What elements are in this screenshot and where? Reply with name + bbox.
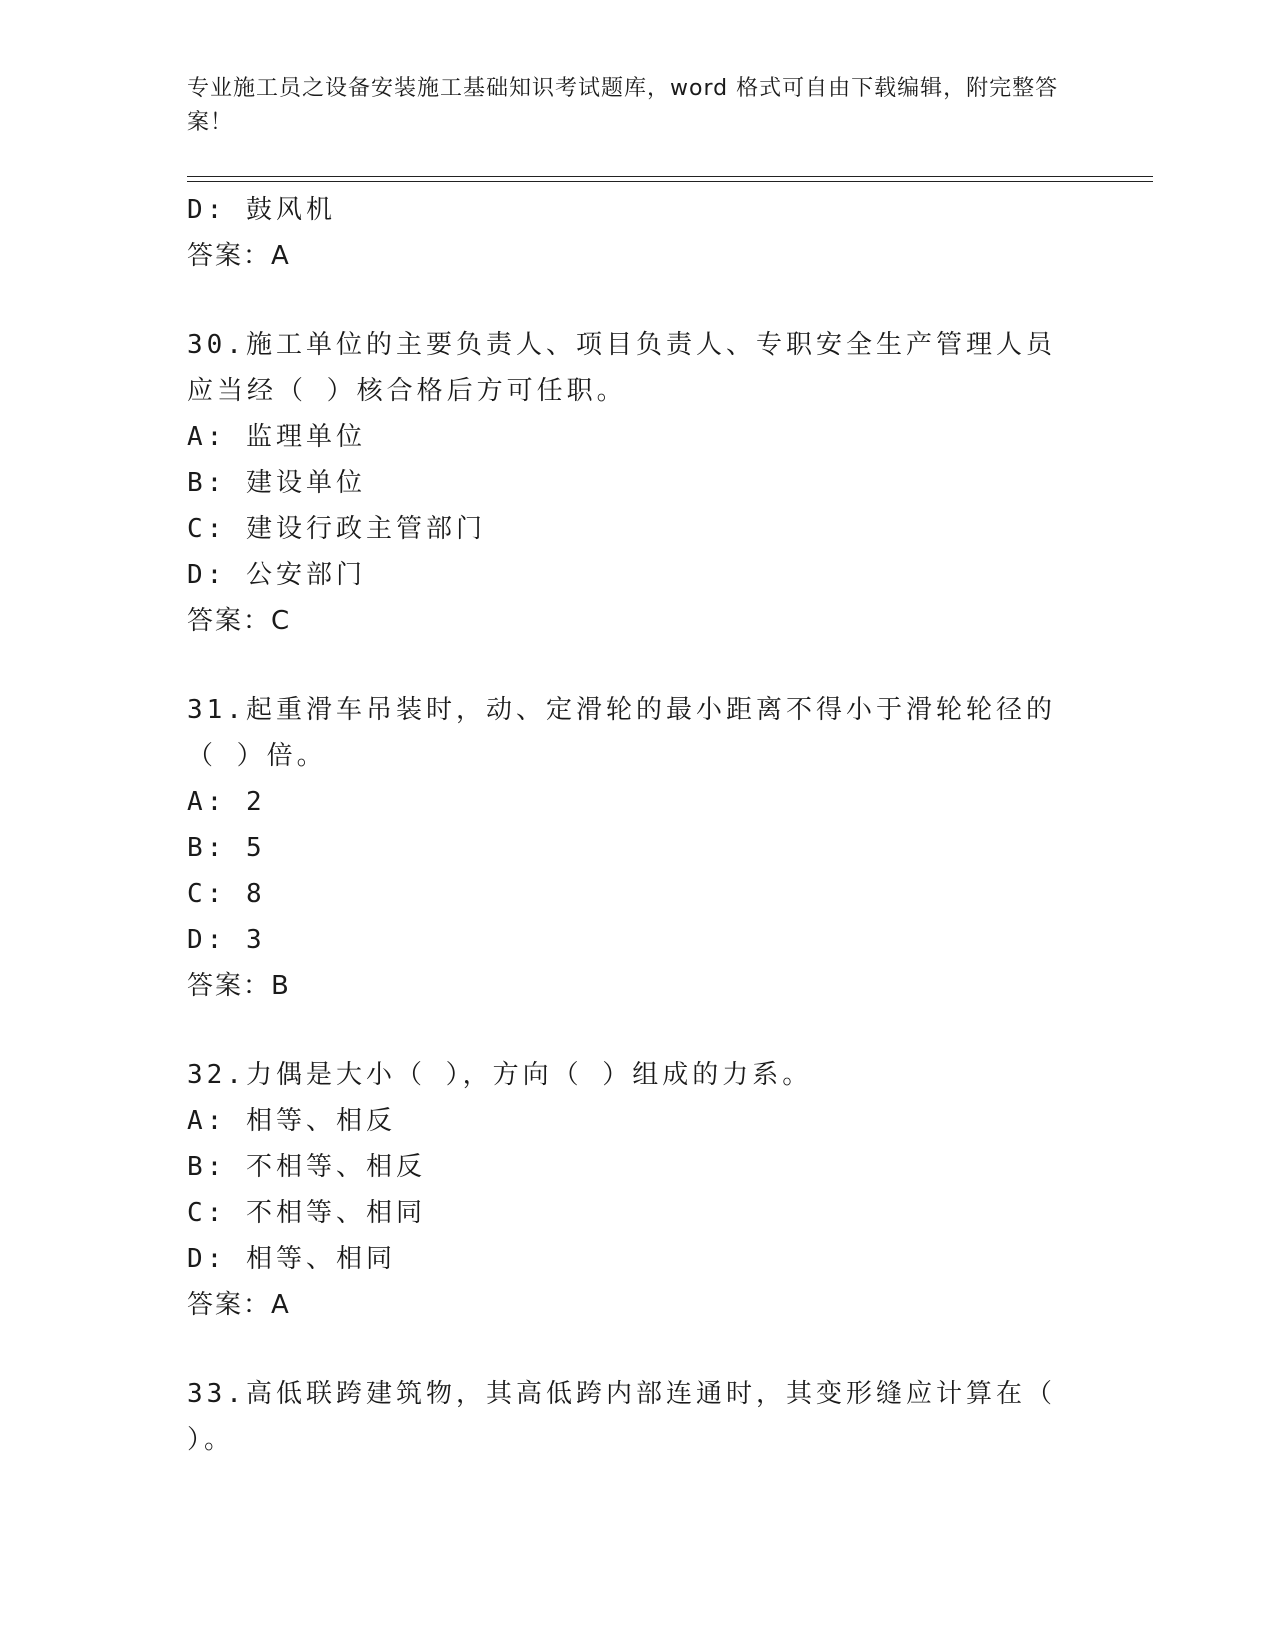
question-stem: 33.高低联跨建筑物，其高低跨内部连通时，其变形缝应计算在（ ）。 [187,1379,1076,1455]
option-b: B: 5 [187,833,266,863]
option-b: B: 不相等、相反 [187,1152,426,1182]
option-c: C: 8 [187,879,266,909]
option-c: C: 不相等、相同 [187,1198,426,1228]
option-d: D: 鼓风机 [187,195,336,225]
question-stem: 30.施工单位的主要负责人、项目负责人、专职安全生产管理人员应当经（ ）核合格后方可任职。 [187,330,1056,406]
question-32 [187,1052,1087,1328]
answer-line: 答案：C [187,606,292,636]
answer-line: 答案：B [187,971,291,1001]
question-stem: 32.力偶是大小（ ），方向（ ）组成的力系。 [187,1060,813,1090]
document-header: 专业施工员之设备安装施工基础知识考试题库，word 格式可自由下载编辑，附完整答案！ [187,76,1059,135]
option-a: A: 监理单位 [187,422,366,452]
option-c: C: 建设行政主管部门 [187,514,486,544]
header-rule-bottom [187,181,1153,182]
option-a: A: 2 [187,787,266,817]
question-stem: 31.起重滑车吊装时，动、定滑轮的最小距离不得小于滑轮轮径的（ ）倍。 [187,695,1056,771]
answer-line: 答案：A [187,241,291,271]
question-33 [187,1371,1087,1463]
option-d: D: 3 [187,925,266,955]
option-d: D: 公安部门 [187,560,366,590]
option-a: A: 相等、相反 [187,1106,396,1136]
question-list [187,187,1087,1463]
option-d: D: 相等、相同 [187,1244,396,1274]
question-30 [187,322,1087,644]
option-b: B: 建设单位 [187,468,366,498]
header-rule-top [187,176,1153,177]
answer-line: 答案：A [187,1290,291,1320]
question-31 [187,687,1087,1009]
